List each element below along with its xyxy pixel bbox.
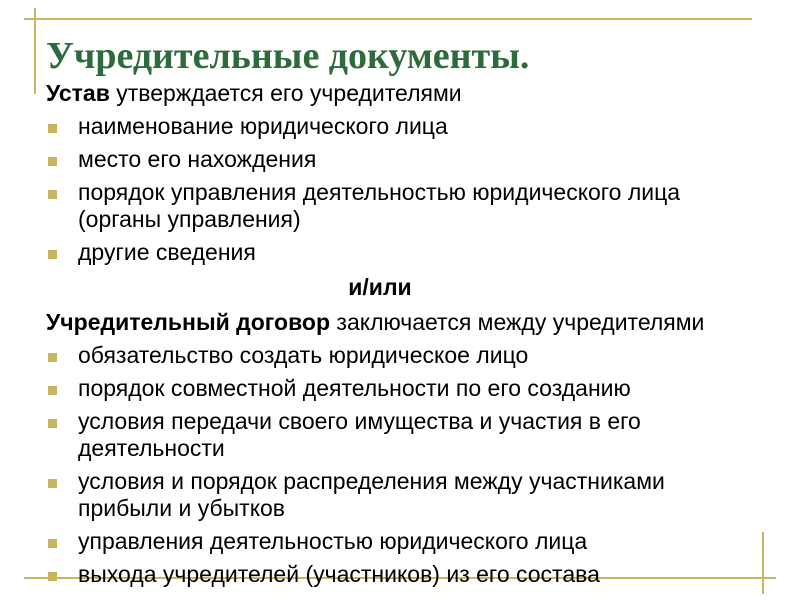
square-bullet-icon — [48, 157, 57, 166]
square-bullet-icon — [48, 419, 57, 428]
list-item — [46, 113, 746, 140]
list-item — [46, 146, 746, 173]
slide-title: Учредительные документы. — [46, 35, 530, 77]
square-bullet-icon — [48, 386, 57, 395]
list-item-text: выхода учредителей (участников) из его состава — [78, 561, 600, 587]
list-item-text: порядок совместной деятельности по его созданию — [78, 375, 631, 401]
list-item — [46, 179, 746, 233]
square-bullet-icon — [48, 190, 57, 199]
list-item — [46, 342, 746, 369]
list-item-text: порядок управления деятельностью юридического лица (органы управления) — [78, 179, 681, 232]
square-bullet-icon — [48, 479, 57, 488]
list-item-text: место его нахождения — [78, 146, 317, 172]
frame-line-right — [762, 532, 764, 594]
frame-line-left — [34, 8, 36, 94]
dogovor-term: Учредительный договор — [46, 309, 331, 335]
dogovor-text: заключается между учредителями — [330, 309, 705, 335]
ustav-term: Устав — [46, 80, 110, 106]
list-item-text: обязательство создать юридическое лицо — [78, 342, 529, 368]
list-item — [46, 468, 746, 522]
list-item-text: управления деятельностью юридического лица — [78, 528, 588, 554]
list-item — [46, 528, 746, 555]
ustav-text: утверждается его учредителями — [109, 80, 462, 106]
list-item — [46, 561, 746, 588]
list-item — [46, 408, 746, 462]
list-item-text: другие сведения — [78, 239, 256, 265]
list-item-text: условия передачи своего имущества и участия в его деятельности — [78, 408, 641, 461]
list-item-text: условия и порядок распределения между участниками прибыли и убытков — [78, 468, 665, 521]
square-bullet-icon — [48, 539, 57, 548]
frame-line-top — [24, 18, 752, 20]
square-bullet-icon — [48, 250, 57, 259]
square-bullet-icon — [48, 572, 57, 581]
ustav-paragraph — [46, 80, 746, 107]
connector-text: и/или — [348, 274, 412, 300]
slide-content — [46, 80, 746, 588]
list-item — [46, 239, 746, 266]
dogovor-paragraph — [46, 309, 746, 336]
square-bullet-icon — [48, 124, 57, 133]
square-bullet-icon — [48, 353, 57, 362]
list-item — [46, 375, 746, 402]
list-item-text: наименование юридического лица — [78, 113, 448, 139]
